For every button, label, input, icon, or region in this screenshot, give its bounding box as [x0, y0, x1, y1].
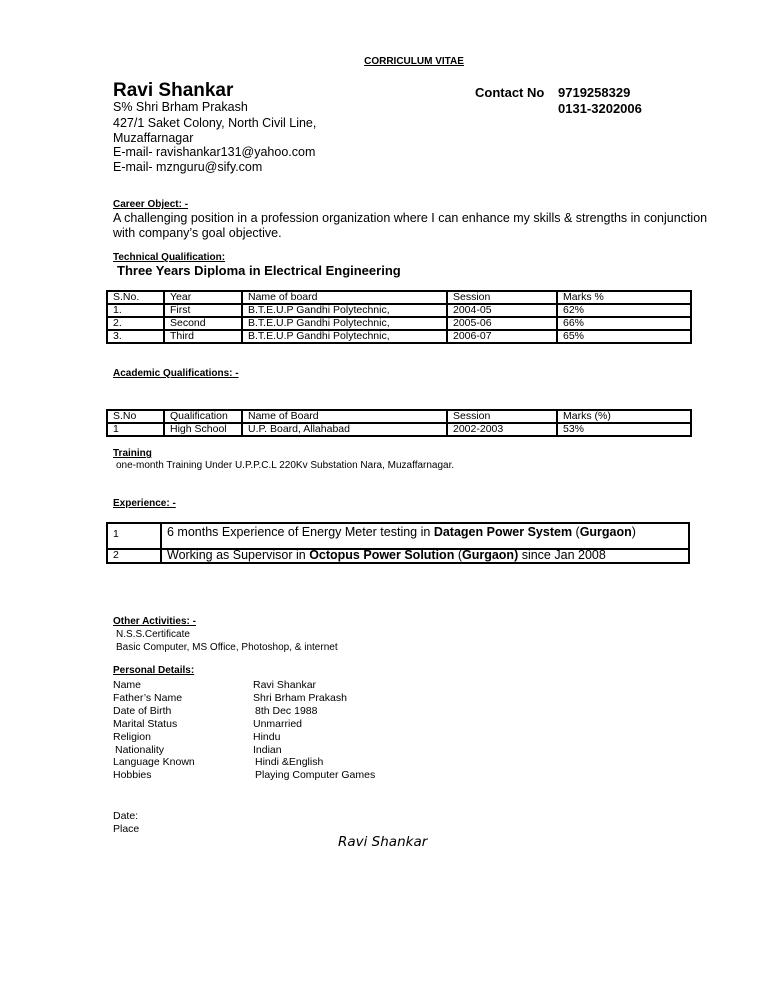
header-cell: Name of Board [242, 410, 447, 423]
table-cell: B.T.E.U.P Gandhi Polytechnic, [242, 317, 447, 330]
personal-value-hobbies: Playing Computer Games [255, 769, 376, 781]
candidate-name: Ravi Shankar [113, 80, 234, 101]
header-cell: S.No [107, 410, 164, 423]
table-row [107, 549, 689, 563]
table-cell: High School [164, 423, 242, 436]
academic-qualification-table [106, 409, 692, 437]
company-location: Gurgaon) [461, 548, 519, 562]
personal-value-religion: Hindu [253, 731, 281, 743]
experience-number: 2 [107, 549, 161, 563]
table-cell: B.T.E.U.P Gandhi Polytechnic, [242, 304, 447, 317]
technical-heading: Technical Qualification: [113, 252, 226, 263]
contact-label: Contact No [475, 85, 545, 100]
personal-value-father: Shri Brham Prakash [253, 692, 347, 704]
table-cell: 2002-2003 [447, 423, 557, 436]
table-cell: Second [164, 317, 242, 330]
table-cell: U.P. Board, Allahabad [242, 423, 447, 436]
table-cell: 66% [557, 317, 691, 330]
personal-value-marital: Unmarried [253, 718, 303, 730]
table-cell: 2004-05 [447, 304, 557, 317]
academic-heading: Academic Qualifications: - [113, 368, 239, 379]
personal-value-nationality: Indian [253, 744, 282, 756]
table-cell: 1 [107, 423, 164, 436]
table-row [107, 330, 691, 343]
company-name: Datagen Power System [433, 525, 573, 539]
personal-details-heading: Personal Details: [113, 665, 195, 676]
personal-label-hobbies: Hobbies [113, 769, 152, 781]
experience-text: 6 months Experience of Energy Meter testing in [167, 525, 434, 539]
city-line: Muzaffarnagar [113, 131, 194, 145]
company-location: Gurgaon [579, 525, 632, 539]
table-row [107, 304, 691, 317]
table-header-row [107, 410, 691, 423]
personal-label-marital: Marital Status [113, 718, 178, 730]
diploma-title: Three Years Diploma in Electrical Engineering [117, 263, 401, 278]
table-cell: 2005-06 [447, 317, 557, 330]
phone-landline: 0131-3202006 [558, 101, 642, 116]
table-cell: B.T.E.U.P Gandhi Polytechnic, [242, 330, 447, 343]
table-row [107, 523, 689, 549]
header-cell: Qualification [164, 410, 242, 423]
experience-heading: Experience: - [113, 498, 176, 509]
table-cell: 2. [107, 317, 164, 330]
personal-value-dob: 8th Dec 1988 [255, 705, 318, 717]
place-label: Place [113, 823, 140, 835]
activity-item: N.S.S.Certificate [116, 629, 190, 640]
header-cell: Marks (%) [557, 410, 691, 423]
company-name: Octopus Power Solution [309, 548, 455, 562]
table-row [107, 317, 691, 330]
date-label: Date: [113, 810, 139, 822]
personal-label-father: Father’s Name [113, 692, 183, 704]
training-text: one-month Training Under U.P.P.C.L 220Kv Substation Nara, Muzaffarnagar. [116, 460, 455, 471]
header-cell: Marks % [557, 291, 691, 304]
personal-label-name: Name [113, 679, 142, 691]
experience-table [106, 522, 690, 564]
personal-label-religion: Religion [113, 731, 151, 743]
table-cell: 65% [557, 330, 691, 343]
table-cell: 1. [107, 304, 164, 317]
phone-mobile: 9719258329 [558, 85, 631, 100]
other-activities-heading: Other Activities: - [113, 616, 196, 627]
experience-number: 1 [107, 523, 161, 549]
personal-value-language: Hindi &English [255, 756, 324, 768]
personal-label-language: Language Known [113, 756, 195, 768]
table-row [107, 423, 691, 436]
table-cell: 2006-07 [447, 330, 557, 343]
table-cell: 53% [557, 423, 691, 436]
table-cell: First [164, 304, 242, 317]
table-cell: 62% [557, 304, 691, 317]
header-cell: Name of board [242, 291, 447, 304]
document-title: CORRICULUM VITAE [364, 56, 464, 67]
technical-qualification-table [106, 290, 692, 344]
experience-text: ( [572, 525, 580, 539]
experience-text: since Jan 2008 [518, 548, 606, 562]
personal-label-nationality: Nationality [115, 744, 165, 756]
activity-item: Basic Computer, MS Office, Photoshop, & internet [116, 642, 338, 653]
experience-text: ( [454, 548, 462, 562]
career-heading: Career Object: - [113, 199, 189, 210]
address-line: 427/1 Saket Colony, North Civil Line, [113, 116, 317, 130]
experience-text: Working as Supervisor in [167, 548, 310, 562]
personal-label-dob: Date of Birth [113, 705, 172, 717]
email-secondary[interactable]: E-mail- mznguru@sify.com [113, 160, 263, 174]
table-header-row [107, 291, 691, 304]
header-cell: Session [447, 291, 557, 304]
table-cell: 3. [107, 330, 164, 343]
experience-description [161, 523, 689, 549]
experience-text: ) [631, 525, 636, 539]
training-heading: Training [113, 448, 152, 459]
guardian-line: S% Shri Brham Prakash [113, 100, 248, 114]
signature: Ravi Shankar [338, 834, 428, 850]
experience-description [161, 549, 689, 563]
header-cell: S.No. [107, 291, 164, 304]
header-cell: Session [447, 410, 557, 423]
email-primary[interactable]: E-mail- ravishankar131@yahoo.com [113, 145, 316, 159]
career-objective-text: A challenging position in a profession organization where I can enhance my skills & strengths in conjunction with company’s goal objective. [113, 211, 708, 240]
table-cell: Third [164, 330, 242, 343]
personal-value-name: Ravi Shankar [253, 679, 317, 691]
header-cell: Year [164, 291, 242, 304]
